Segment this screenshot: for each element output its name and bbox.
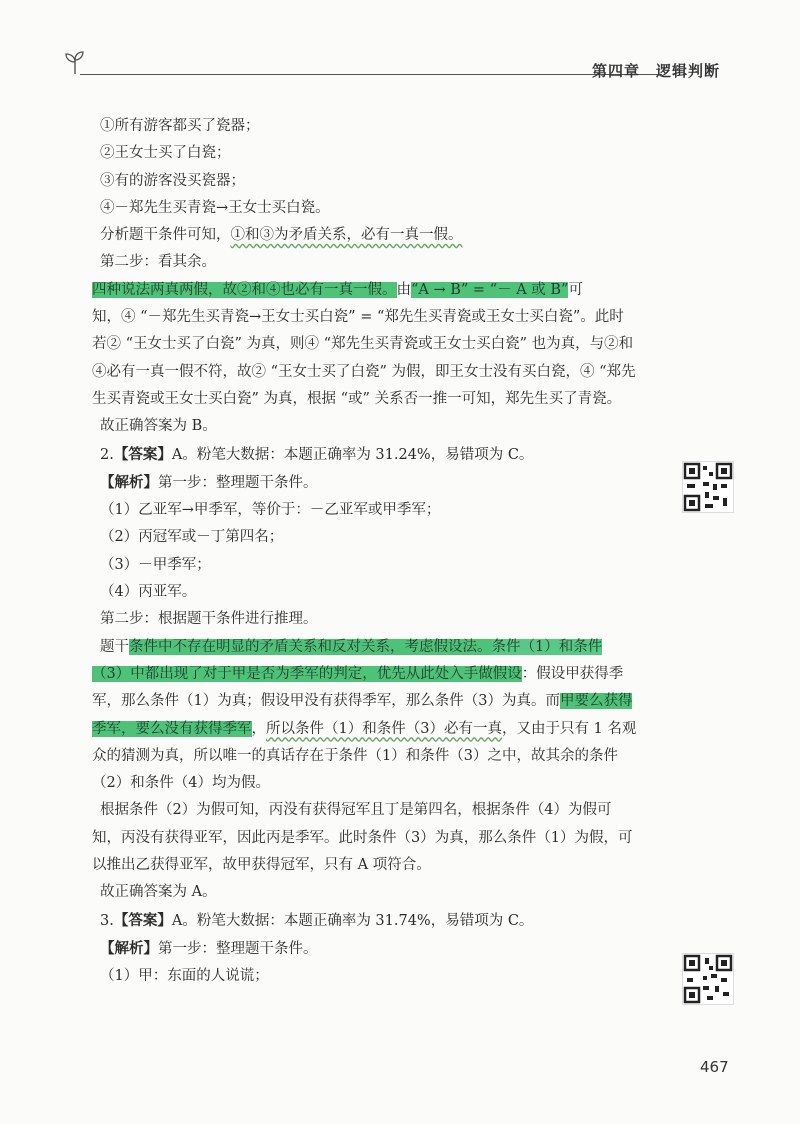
- answer-line: 故正确答案为 A。: [100, 884, 217, 901]
- analysis-line: [92, 935, 664, 963]
- highlight-formula: “A → B” = “－ A 或 B”: [411, 281, 569, 298]
- header-rule: [80, 74, 662, 75]
- chapter-title: [592, 60, 720, 81]
- condition-line: （3）－甲季军；: [100, 556, 211, 573]
- text-span: 题干: [100, 638, 129, 655]
- text-line: [92, 661, 664, 688]
- analysis-label: 【解析】: [100, 473, 158, 491]
- text-line: 生买青瓷或王女士买白瓷” 为真，根据 “或” 关系否一推一可知，郑先生买了青瓷。: [92, 390, 622, 407]
- text-span: ，: [251, 720, 266, 737]
- analysis-text: 第一步：整理题干条件。: [158, 940, 318, 957]
- text-line: 知，④ “－郑先生买青瓷→王女士买白瓷” = “郑先生买青瓷或王女士买白瓷”。此时: [92, 309, 624, 326]
- analysis-text: 第一步：整理题干条件。: [158, 474, 318, 491]
- answer-label: 【答案】: [113, 445, 172, 463]
- highlight-text: 季军，要么没有获得季军: [92, 720, 252, 737]
- section-title: 逻辑判断: [656, 62, 721, 80]
- question-number: 3.: [100, 912, 114, 929]
- text-line: （2）和条件（4）均为假。: [92, 775, 270, 792]
- text-span: 分析题干条件可知，: [100, 227, 231, 244]
- wavy-underline-text: 所以条件（1）和条件（3）必有一真: [266, 720, 502, 737]
- text-span: ，又由于只有 1 名观: [501, 720, 637, 737]
- step-line: 第二步：根据题干条件进行推理。: [100, 611, 318, 628]
- text-line: ①所有游客都买了瓷器；: [100, 118, 260, 134]
- question-answer: [92, 441, 664, 469]
- analysis-label: 【解析】: [100, 939, 158, 957]
- qr-code-icon[interactable]: [682, 953, 734, 1005]
- text-line: [92, 222, 664, 249]
- answer-label: 【答案】: [113, 911, 172, 929]
- highlight-text: 四种说法两真两假，故②和④也必有一真一假。: [92, 281, 397, 298]
- paragraph: [92, 634, 664, 661]
- text-line: 众的猜测为真，所以唯一的真话存在于条件（1）和条件（3）之中，故其余的条件: [92, 747, 618, 764]
- chapter-number: 第四章: [592, 62, 641, 80]
- qr-code-icon[interactable]: [682, 461, 734, 513]
- page-header: [60, 48, 740, 84]
- paragraph: [92, 277, 664, 304]
- highlight-text: （3）中都出现了对于甲是否为季军的判定，优先从此处入手做假设: [92, 665, 522, 682]
- condition-line: （2）丙冠军或－丁第四名；: [100, 529, 284, 546]
- page-content: [92, 113, 664, 991]
- highlight-text: 甲要么获得: [559, 693, 633, 710]
- text-span: 可: [568, 281, 583, 298]
- analysis-line: [92, 469, 664, 497]
- answer-line: 故正确答案为 B。: [100, 418, 217, 435]
- text-line: [92, 716, 664, 743]
- text-line: 根据条件（2）为假可知，丙没有获得冠军且丁是第四名，根据条件（4）为假可: [100, 802, 612, 819]
- page-number: 467: [700, 1058, 729, 1076]
- question-answer: [92, 907, 664, 935]
- text-line: 若② “王女士买了白瓷” 为真，则④ “郑先生买青瓷或王女士买白瓷” 也为真，与②和: [92, 336, 634, 353]
- text-line: 第二步：看其余。: [100, 254, 216, 271]
- highlight-text: 条件中不存在明显的矛盾关系和反对关系，考虑假设法。: [129, 638, 492, 655]
- text-line: [92, 688, 664, 715]
- question-number: 2.: [100, 446, 114, 463]
- highlight-text: 条件（1）和条件: [491, 638, 603, 655]
- text-line: 知，丙没有获得亚军，因此丙是季军。此时条件（3）为真，那么条件（1）为假，可: [92, 829, 633, 846]
- condition-line: （1）甲：东面的人说谎；: [100, 968, 269, 985]
- text-line: ②王女士买了白瓷；: [100, 145, 231, 162]
- answer-text: A。粉笔大数据：本题正确率为 31.24%，易错项为 C。: [171, 446, 534, 463]
- condition-line: （4）丙亚军。: [100, 584, 197, 601]
- text-span: 由: [396, 281, 411, 298]
- condition-line: （1）乙亚军→甲季军，等价于：－乙亚军或甲季军；: [100, 502, 441, 519]
- text-line: ④必有一真一假不符，故② “王女士买了白瓷” 为假，即王女士没有买白瓷，④ “郑先: [92, 363, 636, 380]
- text-line: ④－郑先生买青瓷→王女士买白瓷。: [100, 199, 330, 216]
- text-span: 军，那么条件（1）为真；假设甲没有获得季军，那么条件（3）为真。而: [92, 693, 560, 710]
- text-line: ③有的游客没买瓷器；: [100, 172, 245, 189]
- answer-text: A。粉笔大数据：本题正确率为 31.74%，易错项为 C。: [171, 912, 534, 929]
- text-line: 以推出乙获得亚军，故甲获得冠军，只有 A 项符合。: [92, 857, 431, 874]
- wavy-underline-text: ①和③为矛盾关系，必有一真一假。: [230, 227, 463, 244]
- text-span: ：假设甲获得季: [521, 665, 624, 682]
